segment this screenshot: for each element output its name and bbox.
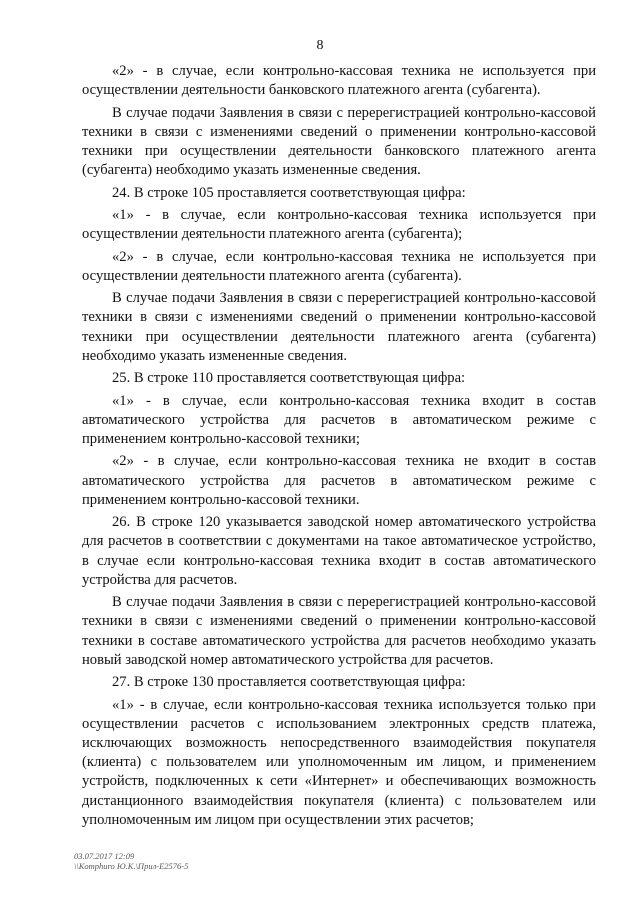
- paragraph: 25. В строке 110 проставляется соответствующая цифра:: [112, 370, 466, 387]
- paragraph: «2» - в случае, если контрольно-кассовая техника не входит в состав автоматического устройства для расчетов в автоматическом режиме с применением контрольно-кассовой техники.: [82, 453, 596, 508]
- paragraph: «2» - в случае, если контрольно-кассовая техника не используется при осуществлении деятельности платежного агента (субагента).: [82, 248, 596, 284]
- paragraph: 26. В строке 120 указывается заводской номер автоматического устройства для расчетов в соответствии с документами на такое автоматическое устройство, в случае если контрольно-кассовая техника входит в состав автоматического устройства для расчетов.: [82, 514, 596, 588]
- paragraph: В случае подачи Заявления в связи с перерегистрацией контрольно-кассовой техники в связи с изменениями сведений о применении контрольно-кассовой техники в составе автоматического устройства для расчетов необходимо указать новый заводской номер автоматического устройства для расчетов.: [82, 594, 596, 668]
- document-body: [82, 62, 596, 833]
- paragraph: «2» - в случае, если контрольно-кассовая техника не используется при осуществлении деятельности банковского платежного агента (субагента).: [82, 63, 596, 99]
- paragraph: 24. В строке 105 проставляется соответствующая цифра:: [112, 184, 466, 201]
- footer-file-path: \\Komphuro Ю.К.\Прил-Е2576-5: [74, 861, 189, 871]
- paragraph: «1» - в случае, если контрольно-кассовая техника используется при осуществлении деятельности платежного агента (субагента);: [82, 206, 596, 243]
- footer-stamp: [74, 851, 188, 871]
- paragraph: «1» - в случае, если контрольно-кассовая техника входит в состав автоматического устройства для расчетов в автоматическом режиме с применением контрольно-кассовой техники;: [82, 392, 596, 447]
- paragraph: 27. В строке 130 проставляется соответствующая цифра:: [112, 674, 466, 691]
- page-number: 8: [316, 38, 324, 53]
- paragraph: В случае подачи Заявления в связи с перерегистрацией контрольно-кассовой техники в связи с изменениями сведений о применении контрольно-кассовой техники при осуществлении деятельности банковского платежного агента (субагента) необходимо указать измененные сведения.: [82, 104, 596, 179]
- footer-timestamp: 03.07.2017 12:09: [74, 851, 135, 861]
- paragraph: «1» - в случае, если контрольно-кассовая техника используется только при осуществлении расчетов с использованием электронных средств платежа, исключающих возможность непосредственного взаимодействия покупателя (клиента) с пользователем или уполномоченным им лицом, и применением устройств, подключенных к сети «Интернет» и обеспечивающих возможность дистанционного взаимодействия покупателя (клиента) с пользователем или уполномоченным им лицом при осуществлении этих расчетов;: [82, 696, 596, 828]
- paragraph: В случае подачи Заявления в связи с перерегистрацией контрольно-кассовой техники в связи с изменениями сведений о применении контрольно-кассовой техники при осуществлении деятельности платежного агента (субагента) необходимо указать измененные сведения.: [82, 290, 596, 364]
